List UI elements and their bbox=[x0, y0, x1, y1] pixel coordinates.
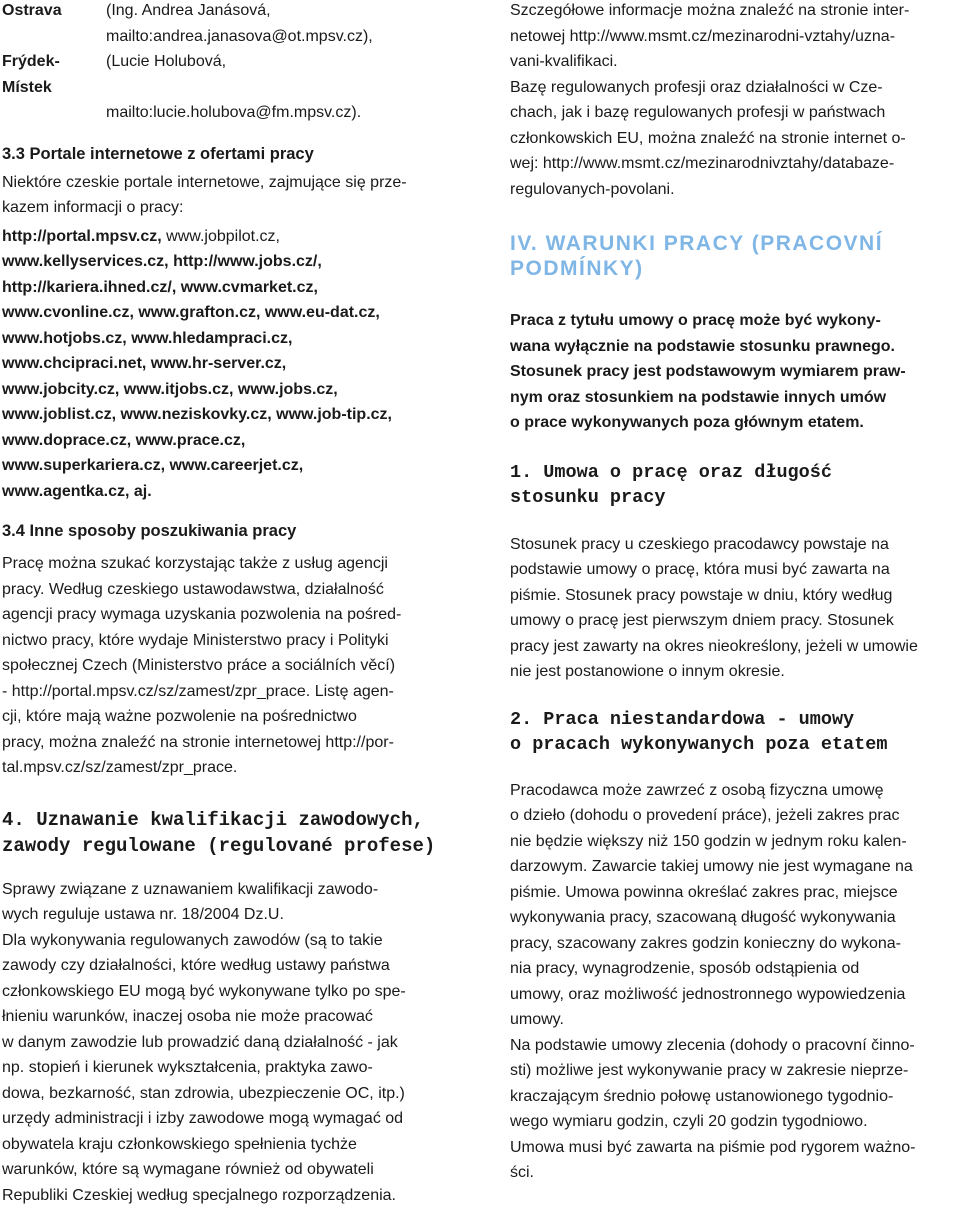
text-line: agencji pracy wymaga uzyskania pozwolenia na pośred- bbox=[2, 602, 454, 628]
text-line: umowy. bbox=[510, 1007, 960, 1033]
text-line: wykonywania pracy, szacowaną długość wykonywania bbox=[510, 905, 960, 931]
text-line: darzowym. Zawarcie takiej umowy nie jest wymagane na bbox=[510, 854, 960, 880]
text-line: nym oraz stosunkiem na podstawie innych umów bbox=[510, 385, 960, 411]
text-line: - http://portal.mpsv.cz/sz/zamest/zpr_prace. Listę agen- bbox=[2, 679, 454, 705]
text-line: umowy o pracę jest pierwszym dniem pracy. Stosunek bbox=[510, 608, 960, 634]
text-line: członkowskiego EU mogą być wykonywane tylko po spe- bbox=[2, 979, 454, 1005]
url-line[interactable]: www.joblist.cz, www.neziskovky.cz, www.job-tip.cz, bbox=[2, 402, 454, 428]
section-3-4-body bbox=[2, 551, 454, 781]
text-line: vani-kvalifikaci. bbox=[510, 49, 960, 75]
text-line: członkowskich EU, można znaleźć na stronie internet o- bbox=[510, 126, 960, 152]
section-4-para-1 bbox=[2, 877, 454, 928]
portal-url-list bbox=[2, 224, 454, 505]
subsection-2-body-2 bbox=[510, 1033, 960, 1186]
text-line: wego wymiaru godzin, czyli 20 godzin tygodniowo. bbox=[510, 1109, 960, 1135]
text-line: pracy jest zawarty na okres nieokreślony, jeżeli w umowie bbox=[510, 634, 960, 660]
heading-line: 2. Praca niestandardowa - umowy bbox=[510, 707, 960, 733]
heading-line: o pracach wykonywanych poza etatem bbox=[510, 732, 960, 758]
contacts-block bbox=[2, 0, 454, 126]
url-link[interactable]: www.jobpilot.cz, bbox=[162, 228, 280, 245]
text-line: obywatela kraju członkowskiego spełnienia tychże bbox=[2, 1132, 454, 1158]
text-line: kazem informacji o pracy: bbox=[2, 195, 454, 221]
text-line: sti) możliwe jest wykonywanie pracy w zakresie nieprze- bbox=[510, 1058, 960, 1084]
heading-line: 4. Uznawanie kwalifikacji zawodowych, bbox=[2, 807, 454, 833]
text-line: zawody czy działalności, które według ustawy państwa bbox=[2, 953, 454, 979]
url-line[interactable]: www.superkariera.cz, www.careerjet.cz, bbox=[2, 453, 454, 479]
text-line: chach, jak i bazę regulowanych profesji w państwach bbox=[510, 100, 960, 126]
subsection-2-heading bbox=[510, 707, 960, 758]
chapter-lead bbox=[510, 308, 960, 436]
text-line: dowa, bezkarność, stan zdrowia, ubezpieczenie OC, itp.) bbox=[2, 1081, 454, 1107]
text-line: Pracodawca może zawrzeć z osobą fizyczna umowę bbox=[510, 778, 960, 804]
text-line: w danym zawodzie lub prowadzić daną działalność - jak bbox=[2, 1030, 454, 1056]
text-line: warunków, które są wymagane również od obywateli bbox=[2, 1157, 454, 1183]
text-line: cji, które mają ważne pozwolenie na pośrednictwo bbox=[2, 704, 454, 730]
text-line: ści. bbox=[510, 1160, 960, 1186]
text-line: podstawie umowy o pracę, która musi być zawarta na bbox=[510, 557, 960, 583]
text-line: Na podstawie umowy zlecenia (dohody o pracovní činno- bbox=[510, 1033, 960, 1059]
chapter-heading-line: IV. WARUNKI PRACY (PRACOVNÍ bbox=[510, 231, 960, 256]
text-line: o dzieło (dohodu o provedení práce), jeżeli zakres prac bbox=[510, 803, 960, 829]
text-line: piśmie. Umowa powinna określać zakres prac, miejsce bbox=[510, 880, 960, 906]
subsection-1-heading bbox=[510, 460, 960, 511]
heading-line: zawody regulowane (regulované profese) bbox=[2, 833, 454, 859]
text-line: piśmie. Stosunek pracy powstaje w dniu, który według bbox=[510, 583, 960, 609]
text-line: nie będzie większy niż 150 godzin w jednym roku kalen- bbox=[510, 829, 960, 855]
left-column bbox=[2, 0, 454, 1208]
text-line: netowej http://www.msmt.cz/mezinarodni-vztahy/uzna- bbox=[510, 24, 960, 50]
contact-person: (Ing. Andrea Janásová, bbox=[106, 0, 271, 24]
subsection-1-body bbox=[510, 532, 960, 685]
regulated-professions-para bbox=[510, 75, 960, 203]
text-line: Republiki Czeskiej według specjalnego rozporządzenia. bbox=[2, 1183, 454, 1208]
text-line: o prace wykonywanych poza głównym etatem. bbox=[510, 410, 960, 436]
heading-line: 1. Umowa o pracę oraz długość bbox=[510, 460, 960, 486]
text-line: społecznej Czech (Ministerstvo práce a sociálních věcí) bbox=[2, 653, 454, 679]
heading-line: stosunku pracy bbox=[510, 485, 960, 511]
text-line: łnieniu warunków, inaczej osoba nie może pracować bbox=[2, 1004, 454, 1030]
url-line[interactable]: www.kellyservices.cz, http://www.jobs.cz/, bbox=[2, 249, 454, 275]
url-line bbox=[2, 224, 454, 250]
recognition-info-para bbox=[510, 0, 960, 75]
text-line: Praca z tytułu umowy o pracę może być wykony- bbox=[510, 308, 960, 334]
chapter-iv-heading bbox=[510, 231, 960, 281]
contact-email: mailto:andrea.janasova@ot.mpsv.cz), bbox=[2, 24, 454, 50]
section-4-heading bbox=[2, 807, 454, 859]
text-line: Dla wykonywania regulowanych zawodów (są to takie bbox=[2, 928, 454, 954]
text-line: nie jest postanowione o innym okresie. bbox=[510, 659, 960, 685]
text-line: tal.mpsv.cz/sz/zamest/zpr_prace. bbox=[2, 755, 454, 781]
url-line[interactable]: www.cvonline.cz, www.grafton.cz, www.eu-dat.cz, bbox=[2, 300, 454, 326]
contact-email: mailto:lucie.holubova@fm.mpsv.cz). bbox=[2, 100, 454, 126]
url-line[interactable]: http://kariera.ihned.cz/, www.cvmarket.cz, bbox=[2, 275, 454, 301]
section-4-para-2 bbox=[2, 928, 454, 1208]
right-column bbox=[510, 0, 960, 1186]
text-line: wana wyłącznie na podstawie stosunku prawnego. bbox=[510, 334, 960, 360]
text-line: Bazę regulowanych profesji oraz działalności w Cze- bbox=[510, 75, 960, 101]
contact-city: Ostrava bbox=[2, 0, 106, 24]
text-line: np. stopień i kierunek wykształcenia, praktyka zawo- bbox=[2, 1055, 454, 1081]
chapter-heading-line: PODMÍNKY) bbox=[510, 256, 960, 281]
text-line: pracy, można znaleźć na stronie internetowej http://por- bbox=[2, 730, 454, 756]
contact-person: (Lucie Holubová, bbox=[106, 49, 226, 100]
url-line[interactable]: www.agentka.cz, aj. bbox=[2, 479, 454, 505]
text-line: Stosunek pracy u czeskiego pracodawcy powstaje na bbox=[510, 532, 960, 558]
text-line: pracy, szacowany zakres godzin konieczny do wykona- bbox=[510, 931, 960, 957]
text-line: nia pracy, wynagrodzenie, sposób odstąpienia od bbox=[510, 956, 960, 982]
text-line: nictwo pracy, które wydaje Ministerstwo pracy i Polityki bbox=[2, 628, 454, 654]
text-line: wej: http://www.msmt.cz/mezinarodnivztahy/databaze- bbox=[510, 151, 960, 177]
text-line: wych reguluje ustawa nr. 18/2004 Dz.U. bbox=[2, 902, 454, 928]
text-line: umowy, oraz możliwość jednostronnego wypowiedzenia bbox=[510, 982, 960, 1008]
text-line: Pracę można szukać korzystając także z usług agencji bbox=[2, 551, 454, 577]
subsection-2-body bbox=[510, 778, 960, 1033]
text-line: Szczegółowe informacje można znaleźć na stronie inter- bbox=[510, 0, 960, 24]
url-link[interactable]: http://portal.mpsv.cz, bbox=[2, 228, 162, 245]
contact-ostrava bbox=[2, 0, 454, 24]
url-line[interactable]: www.doprace.cz, www.prace.cz, bbox=[2, 428, 454, 454]
section-3-3-heading: 3.3 Portale internetowe z ofertami pracy bbox=[2, 142, 454, 167]
section-3-4-heading: 3.4 Inne sposoby poszukiwania pracy bbox=[2, 519, 454, 544]
text-line: regulovanych-povolani. bbox=[510, 177, 960, 203]
text-line: kraczającym średnio połowę ustanowionego tygodnio- bbox=[510, 1084, 960, 1110]
text-line: Stosunek pracy jest podstawowym wymiarem praw- bbox=[510, 359, 960, 385]
text-line: urzędy administracji i izby zawodowe mogą wymagać od bbox=[2, 1106, 454, 1132]
contact-city: Frýdek-Místek bbox=[2, 49, 106, 100]
url-line[interactable]: www.chcipraci.net, www.hr-server.cz, bbox=[2, 351, 454, 377]
section-3-3-intro bbox=[2, 170, 454, 221]
text-line: pracy. Według czeskiego ustawodawstwa, działalność bbox=[2, 577, 454, 603]
text-line: Sprawy związane z uznawaniem kwalifikacji zawodo- bbox=[2, 877, 454, 903]
contact-frydek bbox=[2, 49, 454, 100]
text-line: Niektóre czeskie portale internetowe, zajmujące się prze- bbox=[2, 170, 454, 196]
url-line[interactable]: www.hotjobs.cz, www.hledampraci.cz, bbox=[2, 326, 454, 352]
url-line[interactable]: www.jobcity.cz, www.itjobs.cz, www.jobs.cz, bbox=[2, 377, 454, 403]
text-line: Umowa musi być zawarta na piśmie pod rygorem ważno- bbox=[510, 1135, 960, 1161]
